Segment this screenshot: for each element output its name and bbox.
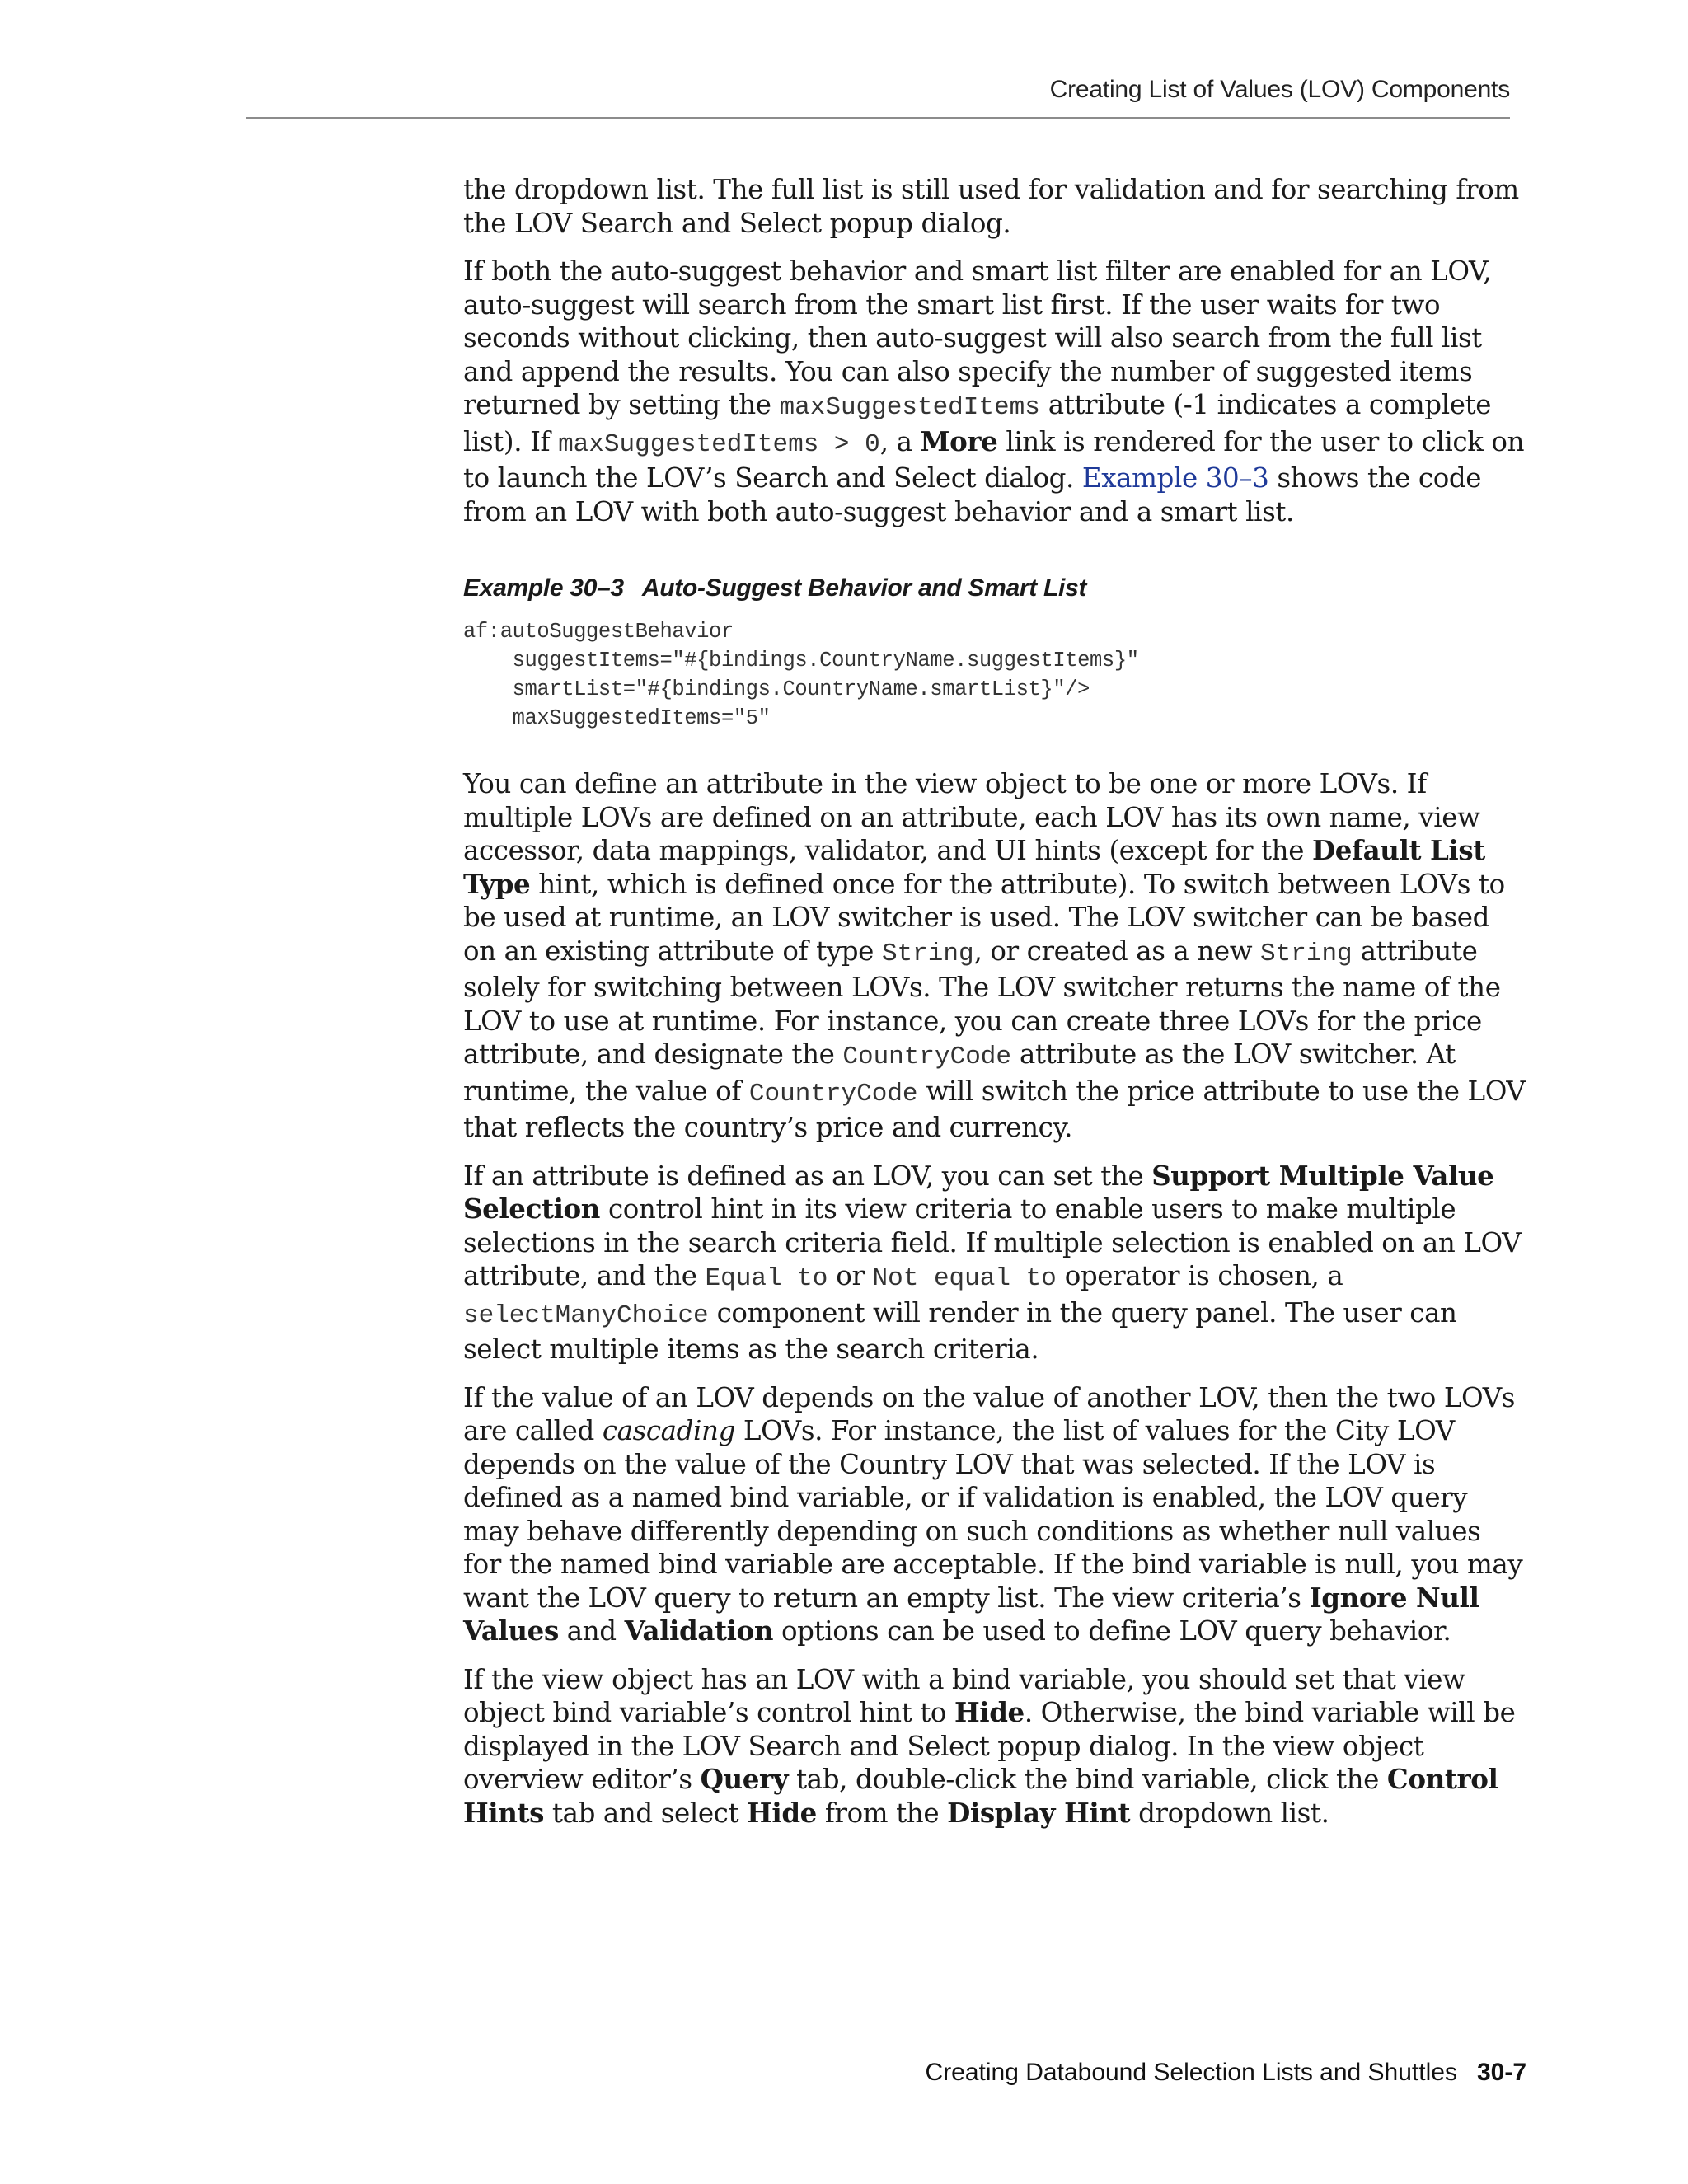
paragraph-text: If both the auto-suggest behavior and smart list filter are enabled for an LOV, auto-suggest will search from the smart list first. If the user waits for two seconds without clicking, then auto-suggest will also search from the full list and append the results. You can also specify the number of suggested items returned by setting the (463, 255, 1492, 420)
paragraph-text: If an attribute is defined as an LOV, you can set the (463, 1160, 1152, 1192)
bold-ignore-null-values: Ignore Null Values (463, 1581, 1479, 1647)
paragraph-text: tab, double-click the bind variable, click the (788, 1764, 1387, 1795)
code-inline-equal-to: Equal to (705, 1264, 828, 1293)
paragraph-text: options can be used to define LOV query behavior. (773, 1615, 1451, 1647)
paragraph-text: . Otherwise, the bind variable will be displayed in the LOV Search and Select popup dialog. In the view object overview editor’s (463, 1697, 1516, 1795)
paragraph-text: attribute (-1 indicates a complete list). If (463, 389, 1492, 457)
paragraph-text: link is rendered for the user to click on to launch the LOV’s Search and Select dialog. (463, 425, 1525, 494)
paragraph-text: and (558, 1615, 625, 1647)
bold-hide: Hide (747, 1796, 817, 1829)
code-inline-select-many-choice: selectManyChoice (463, 1301, 709, 1330)
code-inline-not-equal-to: Not equal to (872, 1264, 1057, 1293)
example-title (463, 573, 1526, 604)
bold-default-list-type: Default List Type (463, 834, 1485, 900)
code-inline-country-code: CountryCode (748, 1079, 918, 1108)
paragraph-text: from the (816, 1797, 948, 1829)
paragraph-1 (463, 173, 1526, 240)
paragraph-4 (463, 1160, 1526, 1366)
header-title: Creating List of Values (LOV) Components (1049, 76, 1510, 103)
running-header (246, 71, 1510, 119)
paragraph-text: component will render in the query panel. The user can select multiple items as the search criteria. (463, 1296, 1457, 1365)
paragraph-text: will switch the price attribute to use the LOV that reflects the country’s price and currency. (463, 1075, 1526, 1143)
page-number: 30-7 (1476, 2059, 1526, 2086)
bold-query: Query (700, 1763, 789, 1795)
paragraph-text: You can define an attribute in the view object to be one or more LOVs. If multiple LOVs are defined on an attribute, each LOV has its own name, view accessor, data mappings, validator, and UI hints (except for the (463, 768, 1480, 866)
paragraph-text: , a (879, 425, 921, 457)
paragraph-text: If the view object has an LOV with a bind variable, you should set that view object bind variable’s control hint to (463, 1663, 1465, 1728)
example-caption: Auto-Suggest Behavior and Smart List (641, 574, 1087, 602)
paragraph-text: the dropdown list. The full list is still used for validation and for searching from the LOV Search and Select popup dialog. (463, 174, 1519, 239)
running-footer (463, 2059, 1526, 2087)
code-inline-max-suggested-items-condition: maxSuggestedItems > 0 (558, 429, 880, 459)
code-inline-string: String (1260, 939, 1353, 968)
code-block: af:autoSuggestBehavior suggestItems="#{bindings.CountryName.suggestItems}" smartList="#{bindings.CountryName.smartList}"/> maxSuggestedItems="5" (463, 620, 1139, 730)
code-inline-country-code: CountryCode (842, 1043, 1012, 1071)
bold-display-hint: Display Hint (947, 1796, 1131, 1829)
code-inline-max-suggested-items: maxSuggestedItems (779, 393, 1040, 422)
paragraph-text: attribute solely for switching between LOVs. The LOV switcher returns the name of the LOV to use at runtime. For instance, you can create three LOVs for the price attribute, and designate the (463, 935, 1501, 1070)
paragraph-text: If the value of an LOV depends on the value of another LOV, then the two LOVs are called (463, 1381, 1516, 1446)
paragraph-text: attribute as the LOV switcher. At runtime, the value of (463, 1038, 1456, 1107)
paragraph-text: or (828, 1260, 873, 1291)
paragraph-text: , or created as a new (973, 935, 1261, 967)
paragraph-text: dropdown list. (1130, 1797, 1329, 1829)
paragraph-text: shows the code from an LOV with both auto-suggest behavior and a smart list. (463, 462, 1482, 527)
paragraph-2 (463, 255, 1526, 528)
paragraph-5 (463, 1381, 1526, 1648)
paragraph-6 (463, 1663, 1526, 1830)
bold-more: More (920, 424, 998, 457)
paragraph-3 (463, 767, 1526, 1145)
paragraph-text: tab and select (544, 1797, 748, 1829)
example-label: Example 30–3 (463, 574, 624, 602)
paragraph-text: operator is chosen, a (1056, 1260, 1343, 1291)
bold-hide: Hide (954, 1696, 1025, 1728)
example-link[interactable]: Example 30–3 (1081, 462, 1269, 494)
bold-validation: Validation (624, 1615, 774, 1647)
page-body (463, 173, 1526, 1844)
paragraph-text: LOVs. For instance, the list of values for the City LOV depends on the value of the Country LOV that was selected. If the LOV is defined as a named bind variable, or if validation is enabled, the LOV query may behave differently depending on such conditions as whether null values for the named bind variable are acceptable. If the bind variable is null, you may want the LOV query to return an empty list. The view criteria’s (463, 1415, 1523, 1614)
italic-cascading: cascading (602, 1415, 735, 1446)
bold-control-hints: Control Hints (463, 1763, 1498, 1829)
code-inline-string: String (881, 939, 974, 968)
paragraph-text: control hint in its view criteria to enable users to make multiple selections in the search criteria field. If multiple selection is enabled on an LOV attribute, and the (463, 1193, 1522, 1291)
bold-support-multiple-value-selection: Support Multiple Value Selection (463, 1159, 1494, 1225)
paragraph-text: hint, which is defined once for the attribute). To switch between LOVs to be used at runtime, an LOV switcher is used. The LOV switcher can be based on an existing attribute of type (463, 868, 1505, 967)
footer-chapter-title: Creating Databound Selection Lists and Shuttles (925, 2059, 1457, 2086)
